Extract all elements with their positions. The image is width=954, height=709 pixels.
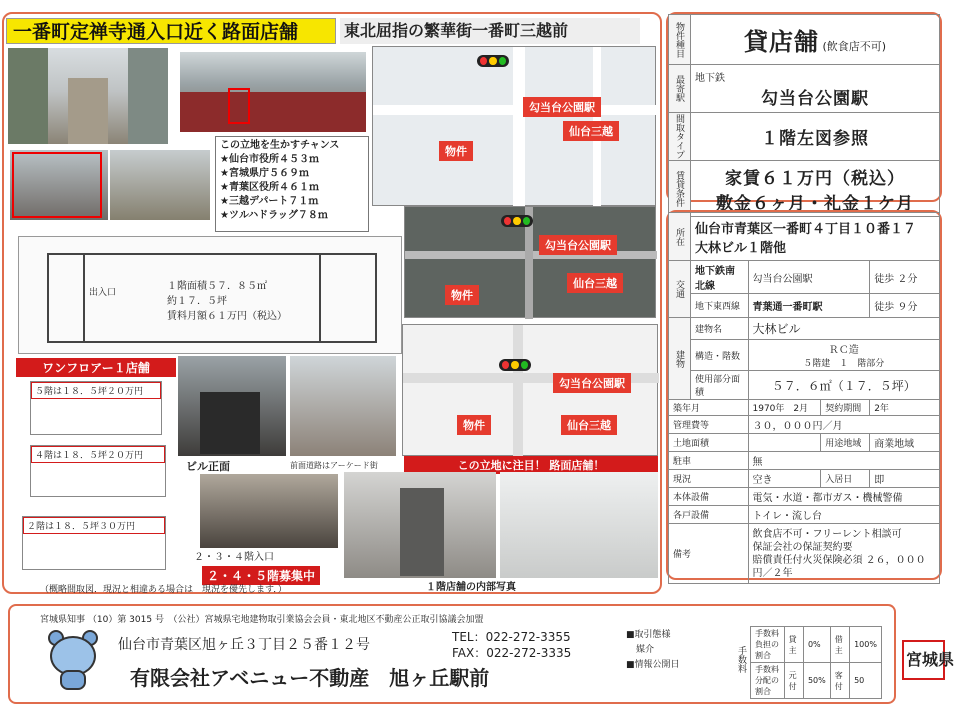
date-label: 情報公開日 bbox=[634, 660, 680, 670]
location-chance-box bbox=[215, 136, 369, 232]
building-label: 建物 bbox=[669, 318, 691, 400]
lessee-label: 借主 bbox=[830, 627, 849, 663]
line-label: 地下鉄 bbox=[695, 72, 725, 84]
movein: 即 bbox=[870, 470, 940, 488]
station-value: 勾当台公園駅 bbox=[761, 88, 869, 109]
rooms: トイレ・流し台 bbox=[748, 506, 940, 524]
address-value: 仙台市青葉区一番町４丁目１０番１７ 大林ビル１階他 bbox=[691, 213, 940, 261]
bname-label: 建物名 bbox=[691, 318, 749, 340]
mascot-bear-icon bbox=[44, 630, 102, 692]
aerial-map bbox=[404, 206, 656, 318]
street-photo-2 bbox=[180, 52, 366, 132]
area-label: 使用部分面積 bbox=[691, 371, 749, 400]
equip: 電気・水道・都市ガス・機械警備 bbox=[748, 488, 940, 506]
store-callout: 仙台三越 bbox=[567, 273, 623, 293]
area-map-1 bbox=[372, 46, 656, 206]
line1-walk: ２分 bbox=[897, 273, 918, 285]
line2-walk: ９分 bbox=[897, 302, 918, 313]
fee-label: 手数料 bbox=[736, 645, 746, 673]
bname: 大林ビル bbox=[748, 318, 940, 340]
disclaimer: （概略間取図．現況と相違ある場合は 現況を優先します．） bbox=[40, 585, 287, 595]
stairs-photo bbox=[200, 474, 338, 548]
structure: ＲＣ造 bbox=[828, 345, 859, 356]
line1: 地下鉄南北線 bbox=[691, 261, 749, 294]
line1-station: 勾当台公園駅 bbox=[748, 261, 870, 294]
type-label: 物件種目 bbox=[669, 15, 691, 65]
dist-label: 手数料分配の割合 bbox=[751, 663, 785, 699]
agency-tel: TEL：022-272-3355 bbox=[452, 630, 571, 644]
floor4-label: ４階は１８．５坪２０万円 bbox=[31, 446, 165, 463]
lessor-label: 貸主 bbox=[784, 627, 803, 663]
agency-name: 有限会社アベニュー不動産 旭ヶ丘駅前 bbox=[130, 666, 490, 690]
transport-label: 交通 bbox=[669, 261, 691, 318]
traffic-light-icon bbox=[499, 359, 531, 371]
chance-item: ★宮城県庁５６９ｍ bbox=[220, 168, 309, 179]
property-callout: 物件 bbox=[457, 415, 491, 435]
floor4-box bbox=[30, 445, 166, 497]
share-lessor: 0% bbox=[803, 627, 830, 663]
line2: 地下東西線 bbox=[691, 294, 749, 318]
details-panel bbox=[666, 210, 942, 580]
rent-value: 家賃６１万円（税込） bbox=[725, 168, 905, 189]
status-label: 現況 bbox=[669, 470, 749, 488]
mgmt-label: 管理費等 bbox=[669, 416, 749, 434]
summary-panel bbox=[666, 12, 942, 214]
recruit-banner: ２・４・５階募集中 bbox=[202, 566, 320, 585]
agency-address: 仙台市青葉区旭ヶ丘３丁目２５番１２号 bbox=[118, 637, 370, 653]
chance-item: ★三越デパート７１ｍ bbox=[220, 196, 319, 207]
floorplan-1f bbox=[18, 236, 402, 354]
share-lessee: 100% bbox=[850, 627, 882, 663]
layout-value: １階左図参照 bbox=[691, 113, 940, 161]
arcade-photo bbox=[290, 356, 396, 456]
mode-label: 取引態様 bbox=[634, 630, 671, 640]
type-value: 貸店舗 bbox=[743, 28, 819, 56]
summary-table bbox=[668, 14, 940, 217]
property-callout: 物件 bbox=[445, 285, 479, 305]
license-line: 宮城県知事 （10）第 3015 号 （公社）宮城県宅地建物取引業協会会員・東北地区不動産公正取引協議会加盟 bbox=[40, 615, 484, 625]
rooms-label: 各戸設備 bbox=[669, 506, 749, 524]
station-label: 最寄駅 bbox=[669, 65, 691, 113]
store-callout: 仙台三越 bbox=[563, 121, 619, 141]
details-table bbox=[668, 212, 940, 584]
equip-label: 本体設備 bbox=[669, 488, 749, 506]
layout-label: 間取タイプ bbox=[669, 113, 691, 161]
walk-label: 徒歩 bbox=[874, 302, 895, 313]
floor2-box bbox=[22, 516, 166, 570]
contract: 2年 bbox=[870, 400, 940, 416]
client-label: 元付 bbox=[784, 663, 803, 699]
area-line: １階面積５７．８５㎡ bbox=[167, 281, 267, 292]
type-note: (飲食店不可) bbox=[822, 40, 887, 53]
traffic-light-icon bbox=[477, 55, 509, 67]
building-front-photo bbox=[178, 356, 286, 456]
dist-client: 50% bbox=[803, 663, 830, 699]
entrance-label: 出入口 bbox=[89, 288, 117, 298]
built: 1970年 2月 bbox=[748, 400, 821, 416]
dist-agent: 50 bbox=[850, 663, 882, 699]
side-tag bbox=[902, 640, 954, 680]
floors: ５階建 １ 階部分 bbox=[803, 359, 885, 369]
floor2-label: ２階は１８．５坪３０万円 bbox=[23, 517, 165, 534]
mgmt: ３０，０００円／月 bbox=[748, 416, 940, 434]
line2-station: 青葉通一番町駅 bbox=[748, 294, 870, 318]
parking: 無 bbox=[748, 452, 940, 470]
store-callout: 仙台三越 bbox=[561, 415, 617, 435]
fee-box bbox=[734, 626, 884, 696]
share-label: 手数料負担の割合 bbox=[751, 627, 785, 663]
built-label: 築年月 bbox=[669, 400, 749, 416]
headline-banner bbox=[6, 18, 336, 44]
interior-caption: １階店舗の内部写真 bbox=[426, 582, 516, 593]
location-chance-title: この立地を生かすチャンス bbox=[220, 140, 340, 151]
property-callout: 物件 bbox=[439, 141, 473, 161]
chance-item: ★仙台市役所４５３ｍ bbox=[220, 154, 319, 165]
notice-banner: この立地に注目！ 路面店舗！ bbox=[404, 456, 658, 474]
traffic-light-icon bbox=[501, 215, 533, 227]
station-callout: 勾当台公園駅 bbox=[523, 97, 601, 117]
headline-text: 一番町定禅寺通入口近く路面店舗 bbox=[13, 21, 299, 43]
terms-label: 賃貸条件 bbox=[669, 161, 691, 217]
side-tag-text: 宮城県 bbox=[906, 650, 954, 669]
status: 空き bbox=[748, 470, 821, 488]
station-callout: 勾当台公園駅 bbox=[553, 373, 631, 393]
one-floor-title: ワンフロアー１店舗 bbox=[16, 358, 176, 377]
mode-value: 媒介 bbox=[636, 645, 655, 655]
remarks-label: 備考 bbox=[669, 524, 749, 584]
chance-item: ★ツルハドラッグ７８ｍ bbox=[220, 210, 328, 221]
parking-label: 駐車 bbox=[669, 452, 749, 470]
interior-photo-1 bbox=[344, 472, 496, 578]
remarks: 飲食店不可・フリーレント相談可 保証会社の保証契約要 賠償責任付火災保険必須 ２６，０００円／２年 bbox=[748, 524, 940, 584]
deposit-value: 敷金６ヶ月・礼金１ケ月 bbox=[716, 193, 914, 214]
land-label: 土地面積 bbox=[669, 434, 749, 452]
subheadline bbox=[340, 18, 640, 44]
tsubo-line: 約１７．５坪 bbox=[167, 296, 227, 307]
floor5-box bbox=[30, 381, 162, 435]
interior-photo-2 bbox=[500, 472, 658, 578]
floor234-caption: ２・３・４階入口 bbox=[194, 552, 274, 563]
area-map-3 bbox=[402, 324, 658, 456]
front-caption: ビル正面 bbox=[186, 460, 230, 473]
agent-label: 客付 bbox=[830, 663, 849, 699]
address-label: 所在 bbox=[669, 213, 691, 261]
zoning: 商業地域 bbox=[870, 434, 940, 452]
area: ５７．６㎡（１７．５坪） bbox=[748, 371, 940, 400]
rent-line: 賃料月額６１万円（税込） bbox=[167, 311, 287, 322]
walk-label: 徒歩 bbox=[874, 273, 895, 285]
floor5-label: ５階は１８．５坪２０万円 bbox=[31, 382, 161, 399]
subheadline-text: 東北屈指の繁華街一番町三越前 bbox=[344, 21, 569, 40]
trade-mode-box: ■取引態様 媒介 ■情報公開日 bbox=[626, 630, 680, 670]
arcade-caption: 前面道路はアーケード街 bbox=[290, 461, 378, 470]
structure-label: 構造・階数 bbox=[691, 340, 749, 371]
agency-fax: FAX：022-272-3335 bbox=[452, 646, 572, 660]
street-photo-4 bbox=[110, 150, 210, 220]
contract-label: 契約期間 bbox=[821, 400, 870, 416]
chance-item: ★青葉区役所４６１ｍ bbox=[220, 182, 319, 193]
zoning-label: 用途地域 bbox=[821, 434, 870, 452]
movein-label: 入居日 bbox=[821, 470, 870, 488]
street-photo-1 bbox=[8, 48, 168, 144]
station-callout: 勾当台公園駅 bbox=[539, 235, 617, 255]
street-photo-3 bbox=[10, 150, 108, 220]
